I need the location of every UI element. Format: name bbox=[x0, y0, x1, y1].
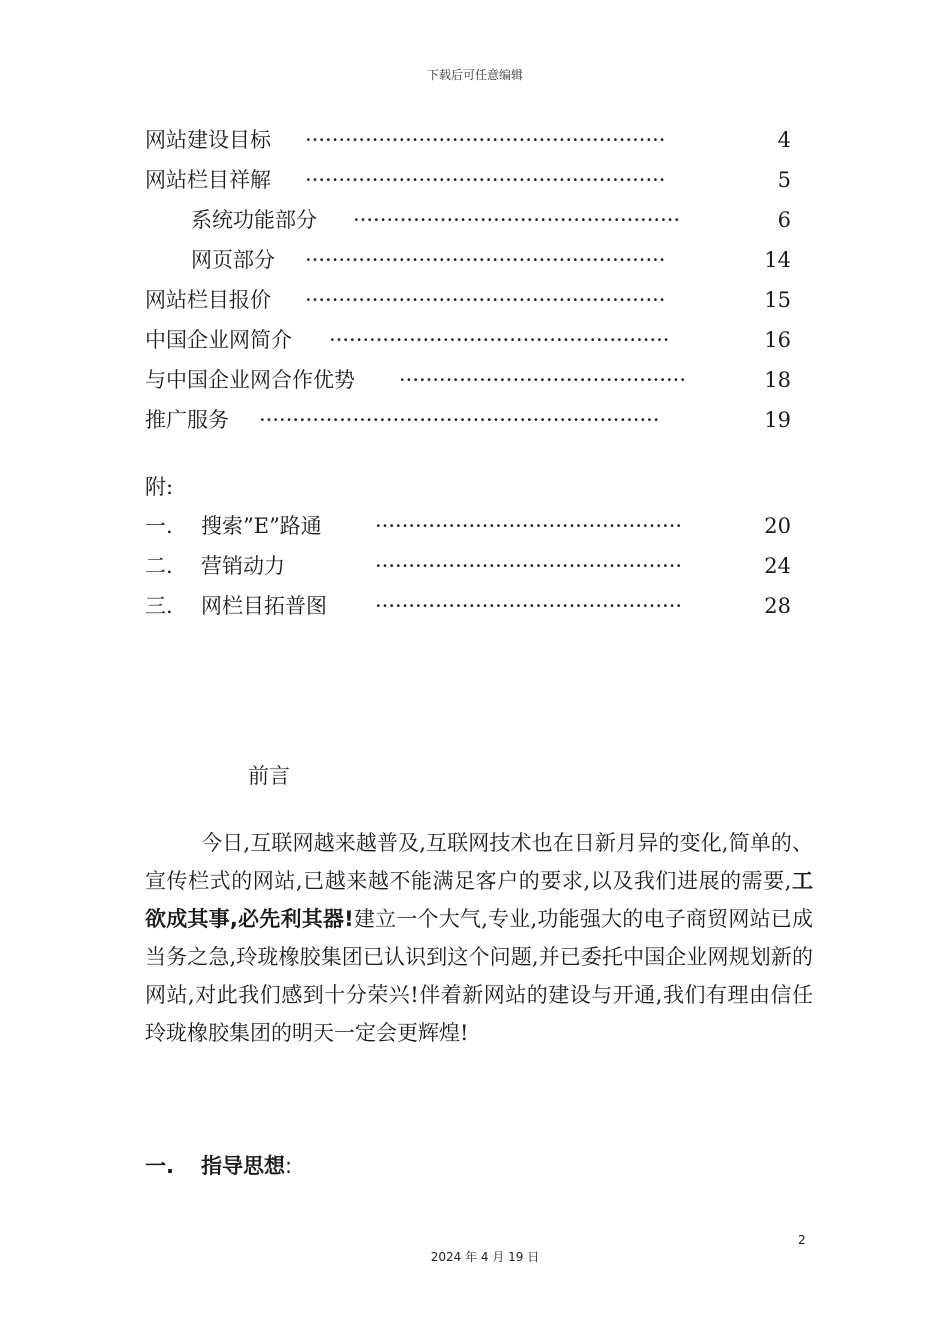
toc-entry-page: 5 bbox=[777, 168, 791, 192]
toc-entry-title: 系统功能部分 bbox=[191, 208, 317, 232]
appendix-entry-title: 搜索”E”路通 bbox=[201, 514, 322, 538]
toc-entry-title: 网站栏目祥解 bbox=[145, 168, 271, 192]
appendix-entry-number: 一. bbox=[145, 514, 173, 538]
toc-entry-page: 4 bbox=[777, 128, 791, 152]
toc-entry-title: 网页部分 bbox=[191, 248, 275, 272]
toc-leader-dots: ······················································ bbox=[305, 168, 666, 192]
section-title: 指导思想 bbox=[201, 1154, 285, 1178]
toc-entry-page: 15 bbox=[764, 288, 791, 312]
section-heading bbox=[145, 1151, 292, 1181]
preface-heading: 前言 bbox=[248, 764, 290, 788]
toc-leader-dots: ··················································· bbox=[329, 328, 670, 352]
toc-entry[interactable] bbox=[191, 246, 793, 274]
toc-leader-dots: ···························································· bbox=[259, 408, 660, 432]
appendix-entry-page: 20 bbox=[764, 514, 791, 538]
section-colon: : bbox=[285, 1154, 293, 1178]
toc-entry-page: 19 bbox=[764, 408, 791, 432]
toc-entry[interactable] bbox=[145, 326, 793, 354]
toc-entry[interactable] bbox=[145, 126, 793, 154]
toc-leader-dots: ······················································ bbox=[305, 248, 666, 272]
appendix-entry-number: 二. bbox=[145, 554, 173, 578]
page-footer-date: 2024 年 4 月 19 日 bbox=[430, 1250, 540, 1264]
toc-leader-dots: ·············································· bbox=[375, 554, 683, 578]
preface-text-end: 建立一个大气,专业,功能强大的电子商贸网站已成当务之急,玲珑橡胶集团已认识到这个问题,并已委托中国企业网规划新的网站,对此我们感到十分荣兴!伴着新网站的建设与开通,我们有理由信任玲珑橡胶集团的明天一定会更辉煌! bbox=[145, 907, 813, 1045]
toc-leader-dots: ·············································· bbox=[375, 594, 683, 618]
toc-entry[interactable] bbox=[145, 406, 793, 434]
toc-leader-dots: ··········································· bbox=[399, 368, 687, 392]
toc-entry-title: 中国企业网简介 bbox=[145, 328, 292, 352]
appendix-label: 附: bbox=[145, 475, 174, 499]
appendix-entry[interactable] bbox=[145, 552, 793, 580]
preface-bold-quote: 工欲成其事,必先利其器! bbox=[145, 869, 813, 931]
toc-leader-dots: ················································· bbox=[353, 208, 681, 232]
page-number: 2 bbox=[798, 1233, 806, 1247]
appendix-entry-page: 28 bbox=[764, 594, 791, 618]
toc-leader-dots: ······················································ bbox=[305, 128, 666, 152]
toc-leader-dots: ······················································ bbox=[305, 288, 666, 312]
toc-entry-page: 14 bbox=[764, 248, 791, 272]
appendix-entry-title: 网栏目拓普图 bbox=[201, 594, 327, 618]
section-number: 一. bbox=[145, 1154, 174, 1178]
appendix-entry-title: 营销动力 bbox=[201, 554, 285, 578]
appendix-entry[interactable] bbox=[145, 512, 793, 540]
toc-entry-title: 与中国企业网合作优势 bbox=[145, 368, 355, 392]
preface-paragraph bbox=[145, 824, 813, 1052]
toc-leader-dots: ·············································· bbox=[375, 514, 683, 538]
toc-entry[interactable] bbox=[145, 166, 793, 194]
toc-entry-page: 16 bbox=[764, 328, 791, 352]
preface-text-start: 今日,互联网越来越普及,互联网技术也在日新月异的变化,简单的、宣传栏式的网站,已越来越不能满足客户的要求,以及我们进展的需要, bbox=[145, 831, 813, 893]
toc-entry[interactable] bbox=[145, 366, 793, 394]
toc-entry-title: 推广服务 bbox=[145, 408, 229, 432]
toc-entry-title: 网站建设目标 bbox=[145, 128, 271, 152]
toc-entry-page: 18 bbox=[764, 368, 791, 392]
appendix-entry-page: 24 bbox=[764, 554, 791, 578]
appendix-entry-number: 三. bbox=[145, 594, 173, 618]
appendix-entry[interactable] bbox=[145, 592, 793, 620]
toc-entry[interactable] bbox=[145, 286, 793, 314]
toc-entry[interactable] bbox=[191, 206, 793, 234]
toc-entry-title: 网站栏目报价 bbox=[145, 288, 271, 312]
page-header: 下载后可任意编辑 bbox=[426, 68, 523, 82]
toc-entry-page: 6 bbox=[777, 208, 791, 232]
